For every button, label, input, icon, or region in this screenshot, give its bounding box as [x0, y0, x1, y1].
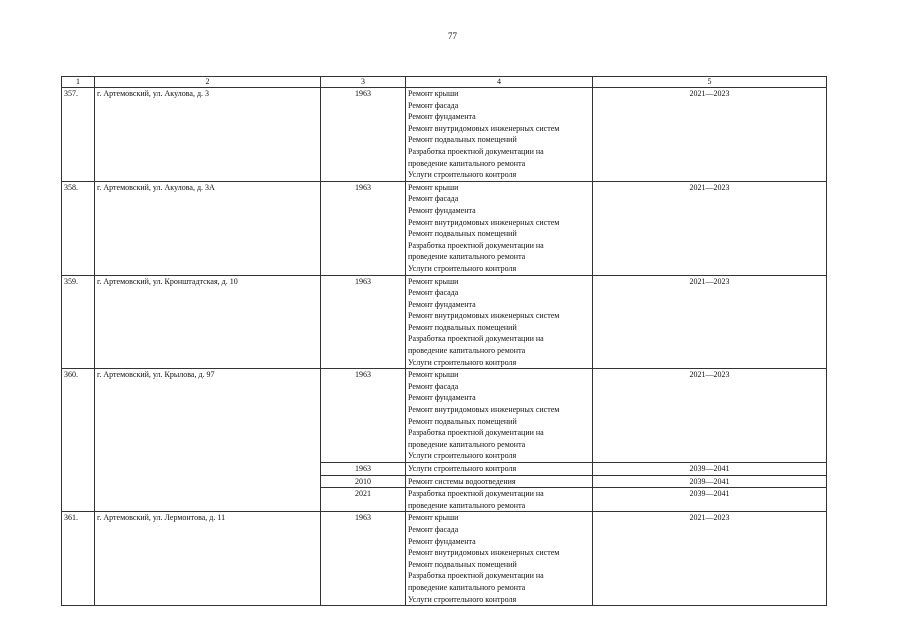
work-item: Ремонт фасада	[408, 524, 459, 534]
page-number: 77	[448, 31, 457, 41]
table-row	[62, 275, 827, 369]
period-cell: 2039—2041	[593, 488, 827, 512]
column-header: 4	[406, 77, 593, 88]
table-row	[62, 181, 827, 275]
work-item: Ремонт крыши	[408, 513, 459, 523]
work-item: Ремонт подвальных помещений	[408, 229, 517, 239]
period-cell: 2039—2041	[593, 475, 827, 488]
work-item: Ремонт фундамента	[408, 536, 476, 546]
period-cell: 2021—2023	[593, 512, 827, 606]
repair-schedule-table	[61, 76, 827, 606]
year-cell: 1963	[321, 369, 406, 463]
work-item: Ремонт фундамента	[408, 393, 476, 403]
address-cell: г. Артемовский, ул. Крылова, д. 97	[95, 369, 321, 512]
works-cell	[406, 512, 593, 606]
row-number-cell: 359.	[62, 275, 95, 369]
works-cell	[406, 275, 593, 369]
works-cell	[406, 463, 593, 476]
work-item: Ремонт крыши	[408, 89, 459, 98]
work-item: Ремонт фасада	[408, 381, 459, 391]
column-header: 2	[95, 77, 321, 88]
work-item: Разработка проектной документации на	[408, 240, 544, 250]
work-item: Ремонт внутридомовых инженерных систем	[408, 217, 560, 227]
works-cell	[406, 181, 593, 275]
works-cell	[406, 488, 593, 512]
year-cell: 2021	[321, 488, 406, 512]
work-item: Услуги строительного контроля	[408, 170, 517, 180]
column-header: 1	[62, 77, 95, 88]
work-item: Ремонт фундамента	[408, 205, 476, 215]
period-cell: 2021—2023	[593, 181, 827, 275]
work-item: Услуги строительного контроля	[408, 464, 517, 473]
period-cell: 2021—2023	[593, 275, 827, 369]
work-item: Разработка проектной документации на	[408, 146, 544, 156]
works-cell	[406, 475, 593, 488]
work-item: Ремонт крыши	[408, 182, 459, 192]
work-item: Услуги строительного контроля	[408, 451, 517, 461]
year-cell: 2010	[321, 475, 406, 488]
work-item: Ремонт внутридомовых инженерных систем	[408, 548, 560, 558]
row-number-cell: 357.	[62, 88, 95, 182]
works-cell	[406, 88, 593, 182]
work-item: проведение капитального ремонта	[408, 252, 526, 262]
work-item: Разработка проектной документации на	[408, 489, 544, 499]
table-row	[62, 369, 827, 463]
work-item: Разработка проектной документации на	[408, 571, 544, 581]
period-cell: 2021—2023	[593, 88, 827, 182]
year-cell: 1963	[321, 463, 406, 476]
work-item: Ремонт системы водоотведения	[408, 476, 516, 486]
year-cell: 1963	[321, 181, 406, 275]
work-item: Ремонт подвальных помещений	[408, 135, 517, 145]
period-cell: 2039—2041	[593, 463, 827, 476]
works-cell	[406, 369, 593, 463]
address-cell: г. Артемовский, ул. Кронштадтская, д. 10	[95, 275, 321, 369]
table-row	[62, 512, 827, 606]
row-number-cell: 360.	[62, 369, 95, 512]
work-item: Ремонт подвальных помещений	[408, 559, 517, 569]
address-cell: г. Артемовский, ул. Лермонтова, д. 11	[95, 512, 321, 606]
table-row	[62, 88, 827, 182]
period-cell: 2021—2023	[593, 369, 827, 463]
work-item: проведение капитального ремонта	[408, 346, 526, 356]
work-item: Ремонт внутридомовых инженерных систем	[408, 123, 560, 133]
work-item: Услуги строительного контроля	[408, 357, 517, 367]
header-row	[62, 77, 827, 88]
work-item: Ремонт крыши	[408, 276, 459, 286]
column-header: 5	[593, 77, 827, 88]
work-item: проведение капитального ремонта	[408, 582, 526, 592]
year-cell: 1963	[321, 88, 406, 182]
work-item: Ремонт подвальных помещений	[408, 416, 517, 426]
work-item: Ремонт внутридомовых инженерных систем	[408, 311, 560, 321]
work-item: Ремонт фасада	[408, 288, 459, 298]
work-item: Услуги строительного контроля	[408, 263, 517, 273]
work-item: проведение капитального ремонта	[408, 500, 526, 510]
work-item: Ремонт крыши	[408, 370, 459, 380]
work-item: Ремонт фасада	[408, 100, 459, 110]
work-item: Ремонт внутридомовых инженерных систем	[408, 405, 560, 415]
work-item: проведение капитального ремонта	[408, 439, 526, 449]
row-number-cell: 358.	[62, 181, 95, 275]
work-item: Услуги строительного контроля	[408, 594, 517, 604]
address-cell: г. Артемовский, ул. Акулова, д. 3А	[95, 181, 321, 275]
work-item: Ремонт подвальных помещений	[408, 322, 517, 332]
work-item: Разработка проектной документации на	[408, 334, 544, 344]
column-header: 3	[321, 77, 406, 88]
work-item: Ремонт фундамента	[408, 112, 476, 122]
year-cell: 1963	[321, 512, 406, 606]
table-body	[62, 88, 827, 606]
address-cell: г. Артемовский, ул. Акулова, д. 3	[95, 88, 321, 182]
work-item: Ремонт фундамента	[408, 299, 476, 309]
work-item: проведение капитального ремонта	[408, 158, 526, 168]
work-item: Разработка проектной документации на	[408, 428, 544, 438]
year-cell: 1963	[321, 275, 406, 369]
row-number-cell: 361.	[62, 512, 95, 606]
work-item: Ремонт фасада	[408, 194, 459, 204]
